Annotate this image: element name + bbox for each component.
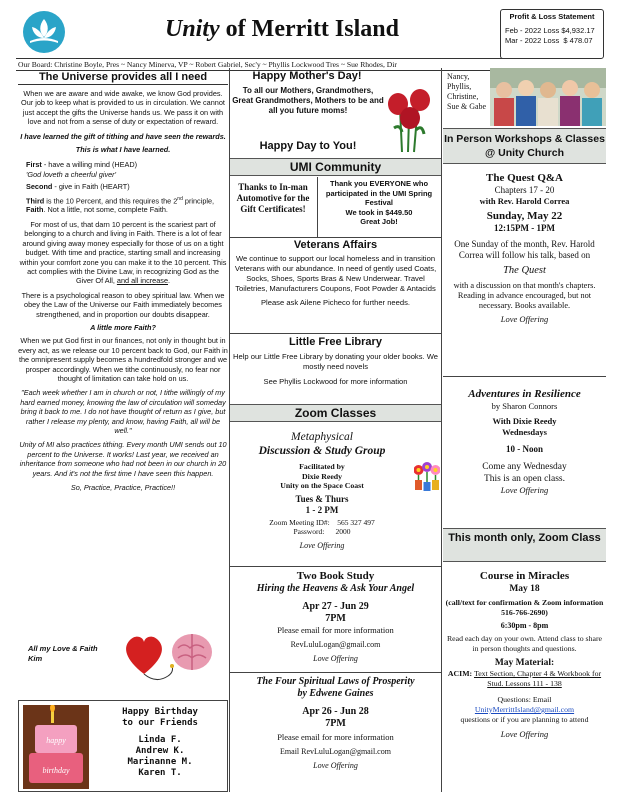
article-quote: I have learned the gift of tithing and have seen the rewards. xyxy=(20,131,226,141)
divider xyxy=(230,566,441,567)
mothers-day xyxy=(230,68,441,158)
article-quote: A little more Faith? xyxy=(90,322,156,332)
umi-heading: UMI Community xyxy=(230,158,441,176)
group-photo xyxy=(490,68,606,126)
pl-title: Profit & Loss Statement xyxy=(509,12,595,21)
meta-title: Metaphysical xyxy=(291,431,353,443)
meeting-id: Zoom Meeting ID#: 565 327 497 xyxy=(269,517,375,527)
divider xyxy=(230,333,441,334)
meta-group: Metaphysical Discussion & Study Group Facilitated by Dixie Reedy Unity on the Space Coast Tues & Thurs 1 - 2 PM Zoom Meeting ID#: 565 327 497 Password: 2000 Love Offering xyxy=(232,430,412,551)
veterans-body: We continue to support our local homeless and in transition Veterans with our abundance. In need of gently used Coats, Socks, Shoes, Sports Bras & New Underwear. Travel Toiletries, Manufacturers Coupons, Foot Powder & Antacids Please ask Ailene Picheco for further needs. xyxy=(234,254,437,307)
article-para: When we are aware and wide awake, we know God provides. Our job to keep what is provided to us in circulation. We cannot just accept the gifts the Universe hands us. We pass it on with love and not from a sense of duty or expectation of reward. xyxy=(21,89,225,127)
quest-title: The Quest Q&A xyxy=(486,172,563,184)
roses-image xyxy=(380,78,438,154)
article-line: Third is the 10 Percent, and this requires the 2nd principle, Faith. Not a little, not some, complete Faith. xyxy=(26,195,215,215)
article-line: First - have a willing mind (HEAD) xyxy=(26,160,138,170)
zoom-class-heading: This month only, Zoom Class xyxy=(443,528,606,562)
email-link[interactable]: Email RevLuluLogan@gmail.com xyxy=(280,747,391,756)
twobook-heading: Two Book Study xyxy=(296,570,375,582)
article-para: "Each week whether I am in church or not, I tithe willingly of my hard earned money, knowing the law of circulation will someday bring it back to me. I do not have thought of return as I give, but rather I release my plenty, and know, having Faith, all will be well." xyxy=(20,388,226,436)
miracles-section: Course in Miracles May 18 (call/text for confirmation & Zoom information 516-766-2690) 6:30pm - 8pm Read each day on your own. Attend class to share in person thoughts and questions. May Material: ACIM: Text Section, Chapter 4 & Workbook for Stud. Lessons 111 - 138 Questions: Email UnityMerrittIsland@gmail.com questions or if you are planning to attend Love Offering xyxy=(443,570,606,739)
signature: All my Love & Faith Kim xyxy=(28,644,98,663)
page-title xyxy=(165,16,399,43)
meeting-password: Password: 2000 xyxy=(293,527,351,536)
library-heading: Little Free Library xyxy=(289,336,382,348)
quest-section: The Quest Q&A Chapters 17 - 20 with Rev. Harold Correa Sunday, May 22 12:15PM - 1PM One Sunday of the month, Rev. Harold Correa will follow his talk, based on The Quest with a discussion on that month's chapters. Reading in advance encouraged, but not necessary. Books available. Love Offering xyxy=(443,172,606,324)
umi-festival: Thank you EVERYONE who participated in the UMI Spring Festival We took in $449.50 Great Job! xyxy=(325,179,433,226)
divider xyxy=(230,237,441,238)
cake-image xyxy=(23,705,89,789)
email-link[interactable]: UnityMerrittIsland@gmail.com xyxy=(474,705,575,714)
article-para: When we put God first in our finances, not only in thought but in every act, as we release our 10 percent back to God, our Faith in the omnipresent supply becomes a hundredfold stronger and we prosper accordingly. When we tithe continuously, no fear nor thought of limitation can take hold on us. xyxy=(18,336,228,383)
article-line: 'God loveth a cheerful giver' xyxy=(26,169,116,179)
birthday-name: Linda F. xyxy=(138,735,182,745)
heart-brain-image xyxy=(116,618,222,686)
twobook-section: Two Book Study Hiring the Heavens & Ask Your Angel Apr 27 - Jun 29 7PM Please email for more information RevLuluLogan@gmail.com Love Offering xyxy=(230,570,441,664)
board-line: Our Board: Christine Boyle, Pres ~ Nancy Minerva, VP ~ Robert Gabriel, Sec'y ~ Phyllis Lockwood Tres ~ Sue Rhodes, Dir xyxy=(16,58,504,71)
birthday-name: Karen T. xyxy=(138,768,182,778)
mothers-body: To all our Mothers, Grandmothers, Great Grandmothers, Mothers to be and all you future moms! xyxy=(232,86,384,115)
miracles-title: Course in Miracles xyxy=(479,570,570,582)
birthday-text xyxy=(95,707,225,779)
article-quote: This is what I have learned. xyxy=(75,145,171,155)
divider xyxy=(443,376,606,377)
divider xyxy=(230,672,441,673)
photo-caption: Nancy, Phyllis, Christine, Sue & Gabe xyxy=(447,72,487,111)
meta-title: Discussion & Study Group xyxy=(258,445,386,457)
title-rest: of Merritt Island xyxy=(219,16,399,42)
mothers-footer: Happy Day to You! xyxy=(259,140,357,152)
pl-row: Feb - 2022 Loss $4,932.17 xyxy=(505,26,595,35)
svg-text:happy: happy xyxy=(46,736,66,745)
library-body: Help our Little Free Library by donating your older books. We mostly need novels See Phyllis Lockwood for more information xyxy=(233,352,438,386)
workshops-heading: In Person Workshops & Classes @ Unity Church xyxy=(443,128,606,164)
svg-text:birthday: birthday xyxy=(42,766,70,775)
resilience-title: Adventures in Resilience xyxy=(468,388,581,400)
birthday-title: to our Friends xyxy=(122,718,198,728)
title-unity: Unity xyxy=(165,16,220,42)
article-para: There is a psychological reason to obey spiritual law. When we obey the Law of the Universe our Faith immediately becomes strengthened, and in proportion our doubts disappear. xyxy=(21,290,225,319)
email-link[interactable]: RevLuluLogan@gmail.com xyxy=(290,640,381,649)
logo xyxy=(22,10,66,54)
article-para: Unity of MI also practices tithing. Every month UMI sends out 10 percent to the Universe. It works! Last year, we received an inheritance from someone who had not been in our church in 20 years. And it's not the first time I have seen this happen. xyxy=(19,440,227,478)
flowers-image xyxy=(414,458,440,492)
veterans-heading: Veterans Affairs xyxy=(293,239,378,251)
left-article xyxy=(18,70,228,492)
article-heading: The Universe provides all I need xyxy=(18,70,228,85)
umi-thanks: Thanks to In-man Automotive for the Gift Certificates! xyxy=(236,182,310,214)
mothers-title: Happy Mother's Day! xyxy=(252,70,362,82)
resilience-section: Adventures in Resilience by Sharon Connors With Dixie Reedy Wednesdays 10 - Noon Come any Wednesday This is an open class. Love Offering xyxy=(443,388,606,495)
acim-line: ACIM: Text Section, Chapter 4 & Workbook for Stud. Lessons 111 - 138 xyxy=(447,669,602,688)
fourlaws-section: The Four Spiritual Laws of Prosperity by Edwene Gaines Apr 26 - Jun 28 7PM Please email for more information Email RevLuluLogan@gmail.com Love Offering xyxy=(230,676,441,771)
birthday-name: Andrew K. xyxy=(135,746,185,756)
zoom-heading: Zoom Classes xyxy=(230,404,441,422)
birthday-title: Happy Birthday xyxy=(122,707,198,717)
article-line: Second - give in Faith (HEART) xyxy=(26,182,130,192)
article-para: For most of us, that darn 10 percent is the scariest part of belonging to a church and living in Faith. There is a lot of fear around giving away money especially for those of us on a tight budget. With time and practice, starting small and increasing within your comfort zone you can make it to the 10 percent. This act complies with the Divine Law, in recognizing God as the Giver Of All, and all increase. xyxy=(19,219,227,286)
birthday-box xyxy=(18,700,228,792)
birthday-name: Marinanne M. xyxy=(127,757,193,767)
pl-statement xyxy=(500,9,604,59)
pl-row: Mar - 2022 Loss $ 478.07 xyxy=(505,36,593,45)
fourlaws-title: The Four Spiritual Laws of Prosperity xyxy=(256,676,415,687)
article-para: So, Practice, Practice, Practice!! xyxy=(70,483,176,493)
